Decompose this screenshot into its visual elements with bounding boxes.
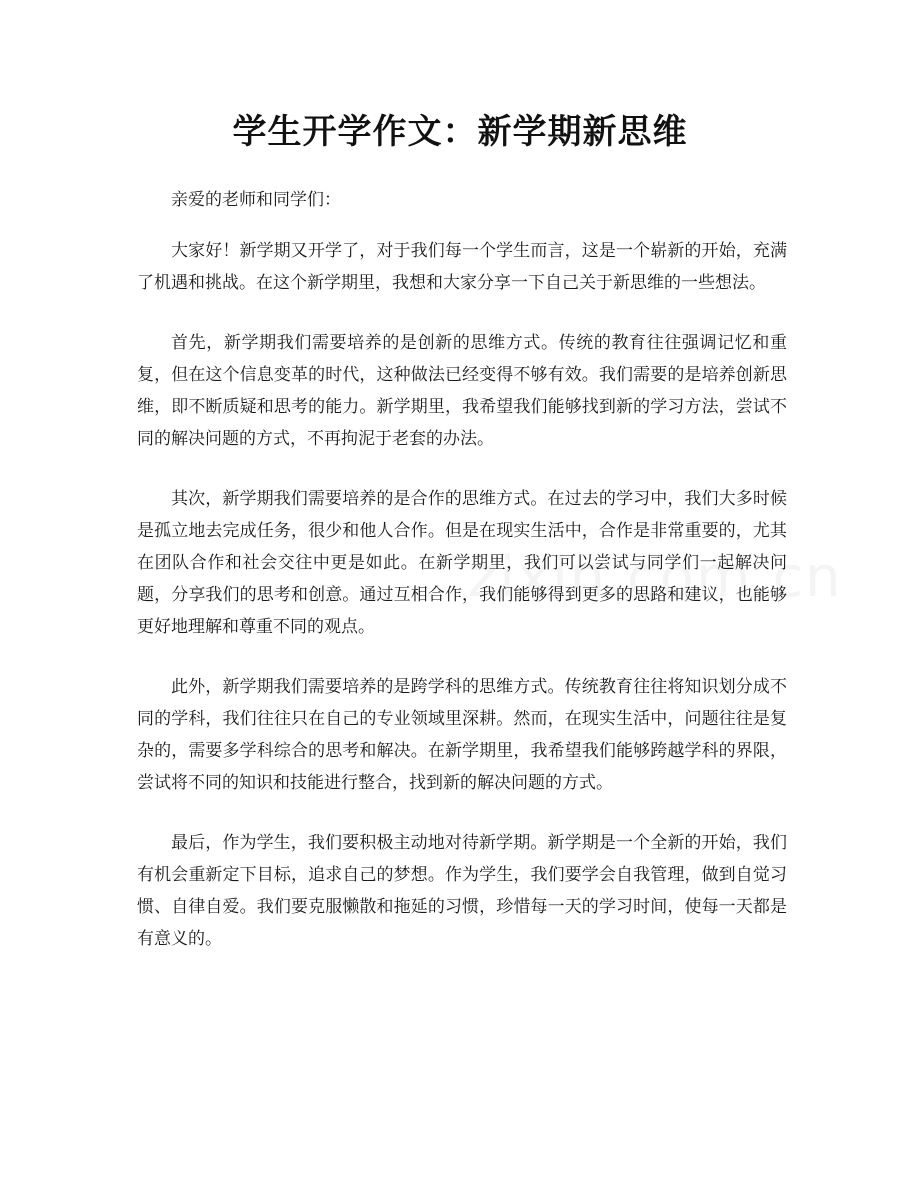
salutation: 亲爱的老师和同学们：: [171, 190, 341, 210]
paragraph-innovation: 首先，新学期我们需要培养的是创新的思维方式。传统的教育往往强调记忆和重复，但在这个信息变革的时代，这种做法已经变得不够有效。我们需要的是培养创新思维，即不断质疑和思考的能力。新学期里，我希望我们能够找到新的学习方法，尝试不同的解决问题的方式，不再拘泥于老套的办法。: [137, 333, 787, 449]
paragraph-interdisciplinary: 此外，新学期我们需要培养的是跨学科的思维方式。传统教育往往将知识划分成不同的学科，我们往往只在自己的专业领域里深耕。然而，在现实生活中，问题往往是复杂的，需要多学科综合的思考和解决。在新学期里，我希望我们能够跨越学科的界限，尝试将不同的知识和技能进行整合，找到新的解决问题的方式。: [137, 677, 787, 793]
document-body: [137, 184, 787, 983]
paragraph-intro: 大家好！新学期又开学了，对于我们每一个学生而言，这是一个崭新的开始，充满了机遇和挑战。在这个新学期里，我想和大家分享一下自己关于新思维的一些想法。: [137, 241, 787, 293]
paragraph-cooperation: 其次，新学期我们需要培养的是合作的思维方式。在过去的学习中，我们大多时候是孤立地去完成任务，很少和他人合作。但是在现实生活中，合作是非常重要的，尤其在团队合作和社会交往中更是如此。在新学期里，我们可以尝试与同学们一起解决问题，分享我们的思考和创意。通过互相合作，我们能够得到更多的思路和建议，也能够更好地理解和尊重不同的观点。: [137, 489, 787, 637]
paragraph-conclusion: 最后，作为学生，我们要积极主动地对待新学期。新学期是一个全新的开始，我们有机会重新定下目标，追求自己的梦想。作为学生，我们要学会自我管理，做到自觉习惯、自律自爱。我们要克服懒散和拖延的习惯，珍惜每一天的学习时间，使每一天都是有意义的。: [137, 833, 787, 949]
document-title: 学生开学作文：新学期新思维: [232, 112, 688, 152]
